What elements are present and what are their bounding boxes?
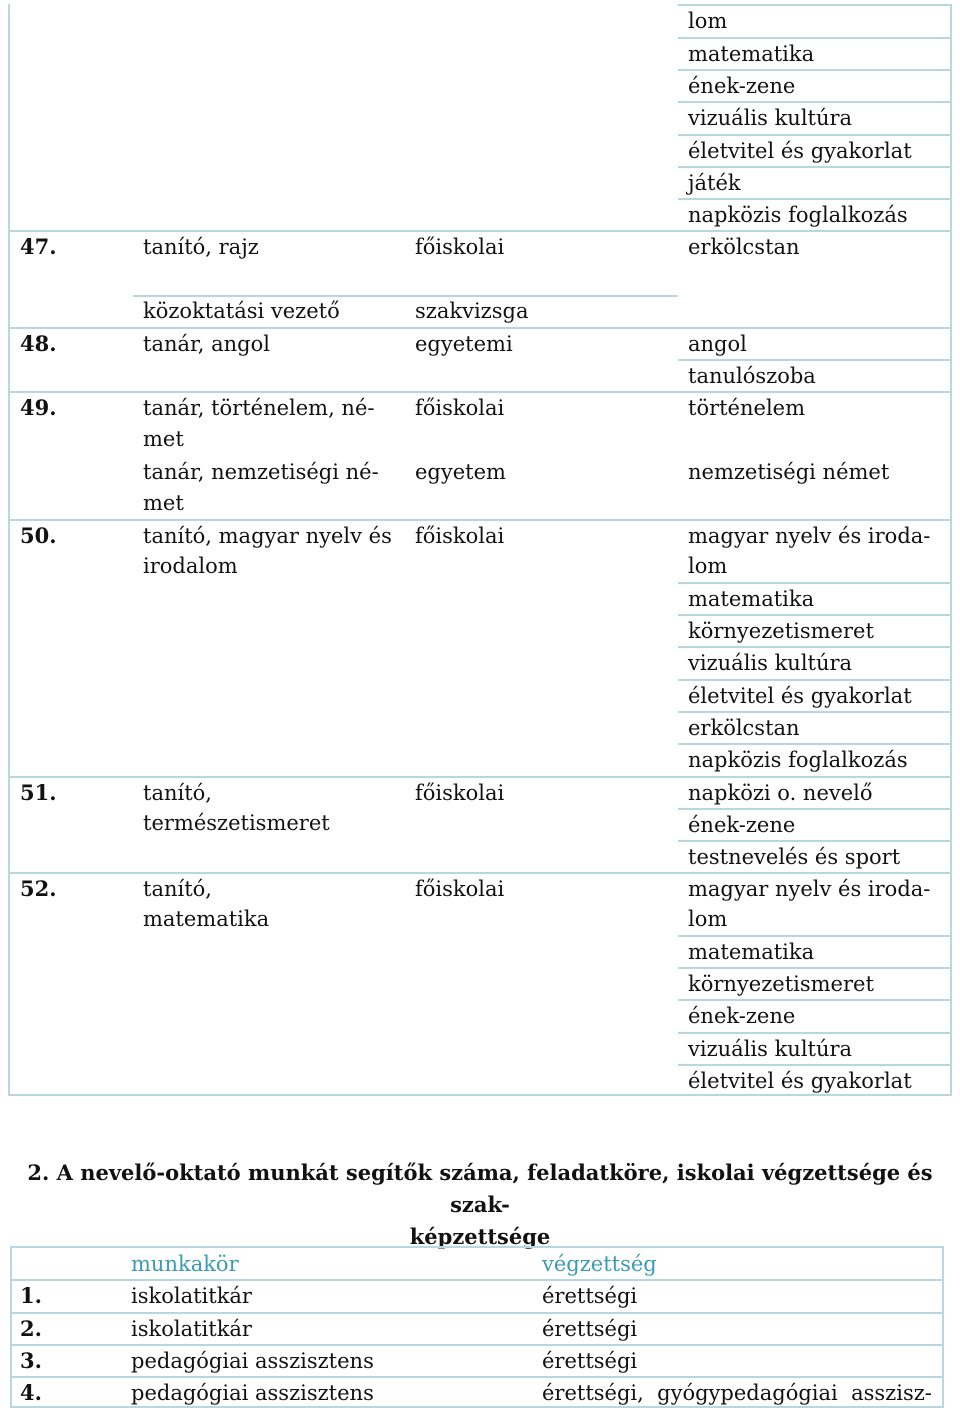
- subject-cell: vizuális kultúra: [688, 106, 853, 130]
- subject-cell: lom: [688, 9, 728, 33]
- subject-cell: napközis foglalkozás: [688, 748, 908, 772]
- job-cell: iskolatitkár: [131, 1284, 252, 1308]
- row-divider: [678, 614, 952, 616]
- subject-cell: matematika: [688, 587, 815, 611]
- row-divider: [8, 519, 952, 521]
- subject-cell: lom: [688, 907, 728, 931]
- row-number: 51.: [20, 780, 57, 805]
- job-cell: matematika: [143, 907, 270, 931]
- row-divider: [678, 582, 952, 584]
- row-number: 3.: [20, 1348, 42, 1373]
- job-cell: tanár, történelem, né-: [143, 396, 375, 420]
- row-divider: [8, 391, 952, 393]
- school-cell: főiskolai: [415, 396, 505, 420]
- section-heading-line: 2. A nevelő-oktató munkát segítők száma, feladatköre, iskolai végzettsége és szak-: [27, 1160, 933, 1217]
- subject-cell: erkölcstan: [688, 235, 800, 259]
- row-number: 52.: [20, 876, 57, 901]
- job-cell: közoktatási vezető: [143, 299, 340, 323]
- row-divider: [678, 808, 952, 810]
- job-cell: természetismeret: [143, 811, 330, 835]
- row-divider: [678, 646, 952, 648]
- row-divider: [678, 198, 952, 200]
- job-cell: pedagógiai asszisztens: [131, 1381, 374, 1405]
- subject-cell: vizuális kultúra: [688, 1037, 853, 1061]
- school-cell: főiskolai: [415, 235, 505, 259]
- row-divider: [678, 743, 952, 745]
- school-cell: főiskolai: [415, 524, 505, 548]
- row-divider: [678, 37, 952, 39]
- row-divider: [678, 840, 952, 842]
- row-number: 2.: [20, 1316, 42, 1341]
- job-cell: irodalom: [143, 554, 238, 578]
- row-divider: [678, 359, 952, 361]
- section-heading-line: képzettsége: [409, 1224, 551, 1249]
- row-number: 49.: [20, 395, 57, 420]
- job-cell: iskolatitkár: [131, 1317, 252, 1341]
- subject-cell: nemzetiségi német: [688, 460, 890, 484]
- row-divider: [678, 679, 952, 681]
- job-cell: met: [143, 427, 184, 451]
- job-cell: tanító, magyar nyelv és: [143, 524, 392, 548]
- row-divider: [678, 999, 952, 1001]
- education-cell: érettségi: [542, 1317, 638, 1341]
- subject-cell: történelem: [688, 396, 805, 420]
- row-number: 47.: [20, 234, 57, 259]
- school-cell: egyetem: [415, 460, 506, 484]
- row-divider: [10, 1376, 944, 1378]
- education-cell: érettségi, gyógypedagógiai asszisz-: [542, 1381, 932, 1405]
- subject-cell: játék: [688, 171, 741, 195]
- school-cell: egyetemi: [415, 332, 513, 356]
- row-divider: [678, 69, 952, 71]
- job-cell: tanító,: [143, 877, 212, 901]
- subject-cell: erkölcstan: [688, 716, 800, 740]
- subject-cell: matematika: [688, 940, 815, 964]
- subject-cell: testnevelés és sport: [688, 845, 901, 869]
- subject-cell: életvitel és gyakorlat: [688, 684, 912, 708]
- subject-cell: életvitel és gyakorlat: [688, 139, 912, 163]
- row-divider: [10, 1279, 944, 1281]
- job-cell: tanár, angol: [143, 332, 270, 356]
- row-divider: [678, 711, 952, 713]
- subject-cell: matematika: [688, 42, 815, 66]
- row-divider: [678, 166, 952, 168]
- column-header-job: munkakör: [131, 1252, 239, 1276]
- row-divider: [8, 230, 952, 232]
- subject-cell: tanulószoba: [688, 364, 816, 388]
- row-divider: [8, 327, 952, 329]
- job-cell: tanító, rajz: [143, 235, 259, 259]
- row-divider: [678, 101, 952, 103]
- school-cell: főiskolai: [415, 781, 505, 805]
- subject-cell: ének-zene: [688, 1004, 796, 1028]
- subject-cell: ének-zene: [688, 813, 796, 837]
- row-divider: [678, 1032, 952, 1034]
- row-divider: [678, 134, 952, 136]
- section-heading: [22, 1157, 938, 1253]
- subject-cell: napközis foglalkozás: [688, 203, 908, 227]
- subject-cell: életvitel és gyakorlat: [688, 1069, 912, 1093]
- subject-cell: környezetismeret: [688, 619, 874, 643]
- school-cell: főiskolai: [415, 877, 505, 901]
- row-number: 4.: [20, 1380, 42, 1405]
- row-divider: [678, 967, 952, 969]
- subject-cell: ének-zene: [688, 74, 796, 98]
- row-divider: [10, 1344, 944, 1346]
- row-divider: [10, 1312, 944, 1314]
- education-cell: érettségi: [542, 1349, 638, 1373]
- subject-cell: magyar nyelv és iroda-: [688, 524, 931, 548]
- row-divider: [678, 1064, 952, 1066]
- subject-cell: napközi o. nevelő: [688, 781, 873, 805]
- job-cell: tanító,: [143, 781, 212, 805]
- subject-cell: magyar nyelv és iroda-: [688, 877, 931, 901]
- school-cell: szakvizsga: [415, 299, 529, 323]
- job-cell: met: [143, 491, 184, 515]
- row-divider: [8, 872, 952, 874]
- row-number: 50.: [20, 523, 57, 548]
- row-divider: [678, 4, 952, 6]
- job-cell: tanár, nemzetiségi né-: [143, 460, 379, 484]
- subject-cell: angol: [688, 332, 747, 356]
- education-cell: érettségi: [542, 1284, 638, 1308]
- subject-cell: vizuális kultúra: [688, 651, 853, 675]
- row-divider: [8, 776, 952, 778]
- column-header-education: végzettség: [542, 1252, 657, 1276]
- subject-cell: lom: [688, 554, 728, 578]
- row-number: 48.: [20, 331, 57, 356]
- row-number: 1.: [20, 1283, 42, 1308]
- job-cell: pedagógiai asszisztens: [131, 1349, 374, 1373]
- row-divider: [678, 935, 952, 937]
- subject-cell: környezetismeret: [688, 972, 874, 996]
